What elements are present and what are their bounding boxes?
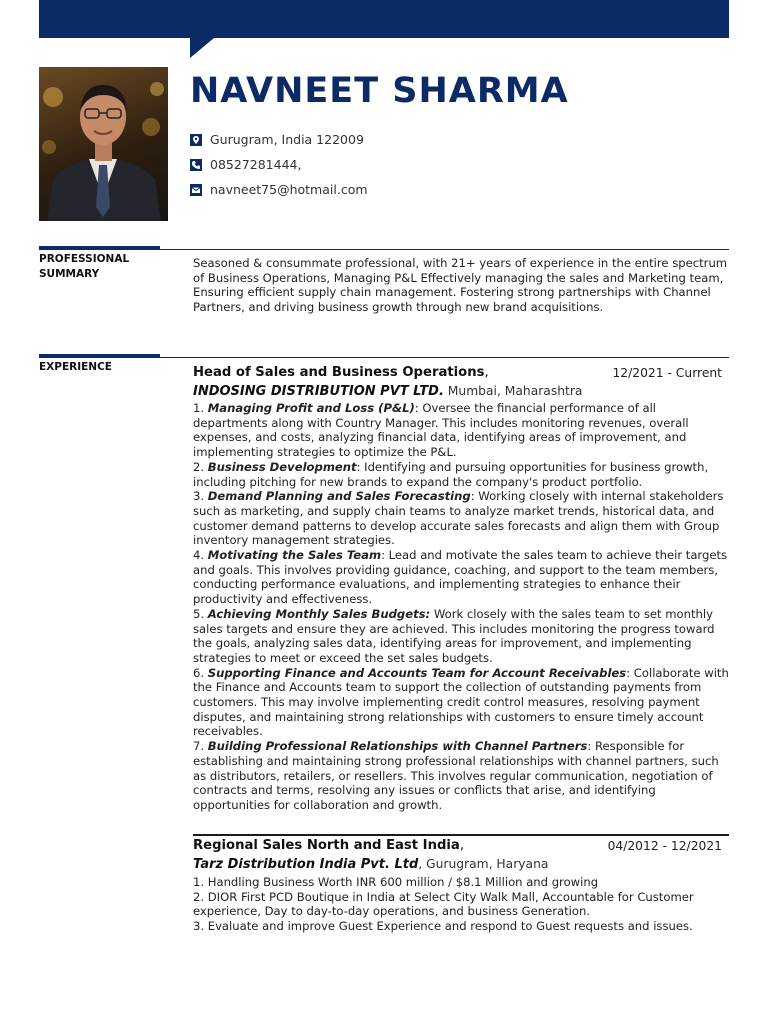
job-dates: 04/2012 - 12/2021 [607, 839, 722, 853]
candidate-name: NAVNEET SHARMA [190, 71, 569, 111]
responsibility-item: 4. Motivating the Sales Team: Lead and motivate the sales team to achieve their targets and goals. This involves providing guidance, coaching, and support to the team members, conducting performance evaluations, and implementing strategies to enhance their productivity and effectiveness. [193, 548, 728, 607]
job-location: Mumbai, Maharashtra [443, 384, 583, 398]
job-title: Head of Sales and Business Operations, [193, 365, 489, 380]
email-link[interactable]: navneet75@hotmail.com [210, 182, 368, 197]
phone-icon [190, 159, 202, 171]
responsibility-item: 2. Business Development: Identifying and pursuing opportunities for business growth, including pitching for new brands to expand the company's product portfolio. [193, 459, 709, 489]
experience-divider [160, 357, 729, 358]
envelope-icon [190, 184, 202, 196]
map-pin-icon [190, 134, 202, 146]
experience-accent-bar [39, 354, 160, 358]
responsibility-item: 2. DIOR First PCD Boutique in India at Select City Walk Mall, Accountable for Customer experience, Day to day-to-day operations, and business Generation. [193, 889, 694, 919]
job-location: , Gurugram, Haryana [418, 857, 549, 871]
summary-heading-line1: PROFESSIONAL [39, 253, 130, 265]
summary-accent-bar [39, 246, 160, 250]
job-separator [193, 834, 729, 836]
profile-photo-illustration [39, 67, 168, 221]
job-header [193, 837, 733, 874]
job-entry [193, 364, 733, 813]
summary-heading-line2: SUMMARY [39, 268, 100, 280]
responsibility-item: 7. Building Professional Relationships with Channel Partners: Responsible for establishing and maintaining strong professional relationships with channel partners, such as distributors, retailers, or resellers. This involves regular communication, negotiation of contracts and terms, resolving any issues or conflicts that arise, and identifying opportunities for collaboration and growth. [193, 739, 719, 812]
job-company: Tarz Distribution India Pvt. Ltd, Gurugram, Haryana [193, 857, 549, 872]
summary-paragraph: Seasoned & consummate professional, with 21+ years of experience in the entire spectrum of Business Operations, Managing P&L Effectively managing the sales and Marketing team, Ensuring efficient supply chain management. Fostering strong partnerships with Channel Partners, and driving business growth through new brand acquisitions. [193, 256, 728, 315]
summary-divider [160, 249, 729, 250]
job-responsibilities [193, 401, 733, 813]
job-title: Regional Sales North and East India, [193, 838, 465, 853]
job-entry [193, 837, 733, 934]
responsibility-item: 1. Handling Business Worth INR 600 million / $8.1 Million and growing [193, 875, 599, 889]
responsibility-item: 3. Evaluate and improve Guest Experience and respond to Guest requests and issues. [193, 919, 693, 934]
header-banner [39, 0, 729, 38]
header-banner-notch [190, 38, 214, 58]
responsibility-item: 1. Managing Profit and Loss (P&L): Oversee the financial performance of all departments along with Country Manager. This includes monitoring revenues, overall expenses, and costs, analyzing financial data, identifying areas of improvement, and implementing strategies to optimize the P&L. [193, 401, 689, 460]
contact-phone [190, 157, 301, 173]
job-dates: 12/2021 - Current [612, 366, 722, 380]
contact-location [190, 132, 364, 148]
profile-photo [39, 67, 168, 221]
summary-text [193, 256, 733, 315]
job-responsibilities [193, 875, 733, 934]
job-company: INDOSING DISTRIBUTION PVT LTD. Mumbai, Maharashtra [193, 384, 583, 399]
responsibility-item: 3. Demand Planning and Sales Forecasting: Working closely with internal stakeholders such as marketing, and supply chain teams to analyze market trends, historical data, and customer demand patterns to develop accurate sales forecasts and align them with Group inventory management strategies. [193, 489, 724, 548]
phone-text[interactable]: 08527281444, [210, 157, 302, 172]
contact-email [190, 182, 368, 198]
summary-heading [39, 252, 129, 282]
responsibility-item: 5. Achieving Monthly Sales Budgets: Work closely with the sales team to set monthly sales targets and ensure they are achieved. This includes monitoring the progress toward the goals, analyzing sales data, identifying areas for improvement, and implementing strategies to meet or exceed the set sales budgets. [193, 606, 715, 665]
responsibility-item: 6. Supporting Finance and Accounts Team for Account Receivables: Collaborate with the Finance and Accounts team to support the collection of outstanding payments from customers. This may involve implementing credit control measures, resolving payment disputes, and maintaining strong relationships with customers to ensure timely account receivables. [193, 665, 729, 739]
job-header [193, 364, 733, 401]
location-text: Gurugram, India 122009 [210, 132, 364, 147]
experience-heading: EXPERIENCE [39, 361, 112, 373]
